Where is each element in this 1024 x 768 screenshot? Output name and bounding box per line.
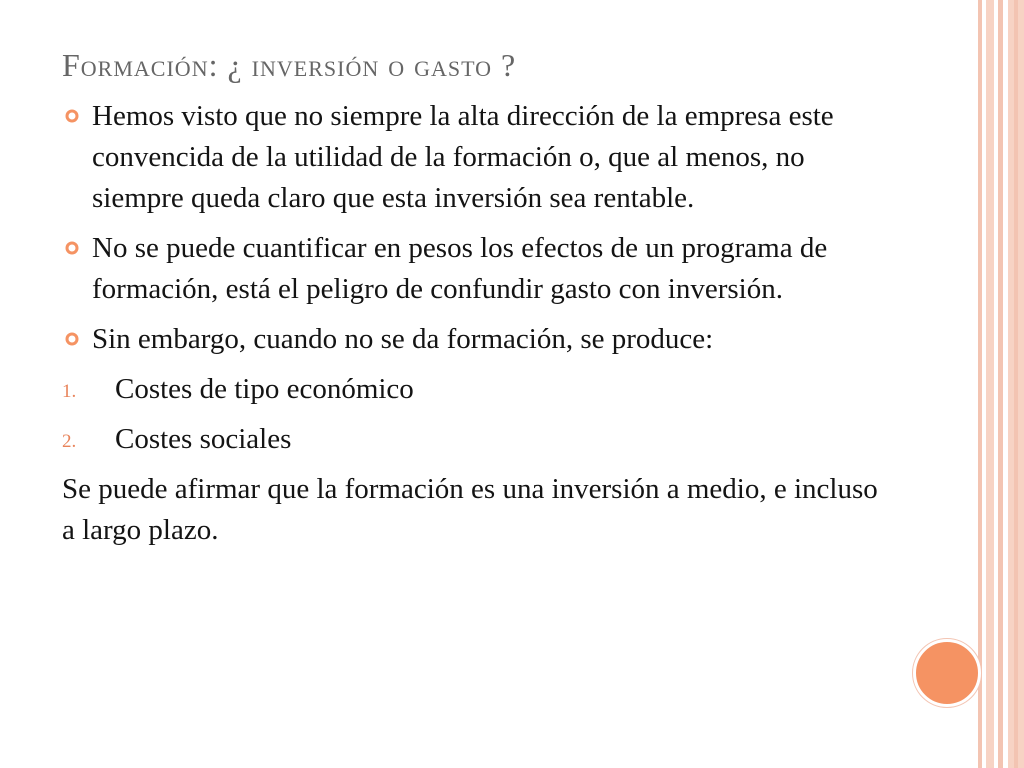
bullet-text: No se puede cuantificar en pesos los efectos de un programa de formación, está el peligro de confundir gasto con inversión. (92, 232, 828, 305)
closing-paragraph: Se puede afirmar que la formación es una inversión a medio, e incluso a largo plazo. (62, 473, 878, 546)
bullet-icon (65, 332, 79, 346)
decorative-stripe (978, 0, 982, 768)
bullet-icon (65, 109, 79, 123)
decorative-stripe (998, 0, 1003, 768)
slide-body (62, 96, 892, 551)
decorative-stripe (1014, 0, 1018, 768)
bullet-text: Sin embargo, cuando no se da formación, se produce: (92, 323, 714, 355)
bullet-item (62, 96, 892, 219)
bullet-item (62, 319, 892, 360)
decorative-orange-circle (913, 639, 981, 707)
numbered-marker: 2. (62, 431, 77, 452)
decorative-stripe (986, 0, 994, 768)
numbered-marker: 1. (62, 381, 77, 402)
bullet-text: Hemos visto que no siempre la alta dirección de la empresa este convencida de la utilidad de la formación o, que al menos, no siempre queda claro que esta inversión sea rentable. (92, 100, 834, 214)
numbered-text: Costes de tipo económico (115, 373, 414, 405)
slide-title: Formación: ¿ inversión o gasto ? (62, 47, 517, 84)
bullet-item (62, 228, 892, 310)
numbered-item (62, 369, 892, 410)
bullet-icon (65, 241, 79, 255)
numbered-text: Costes sociales (115, 423, 292, 455)
numbered-item (62, 419, 892, 460)
